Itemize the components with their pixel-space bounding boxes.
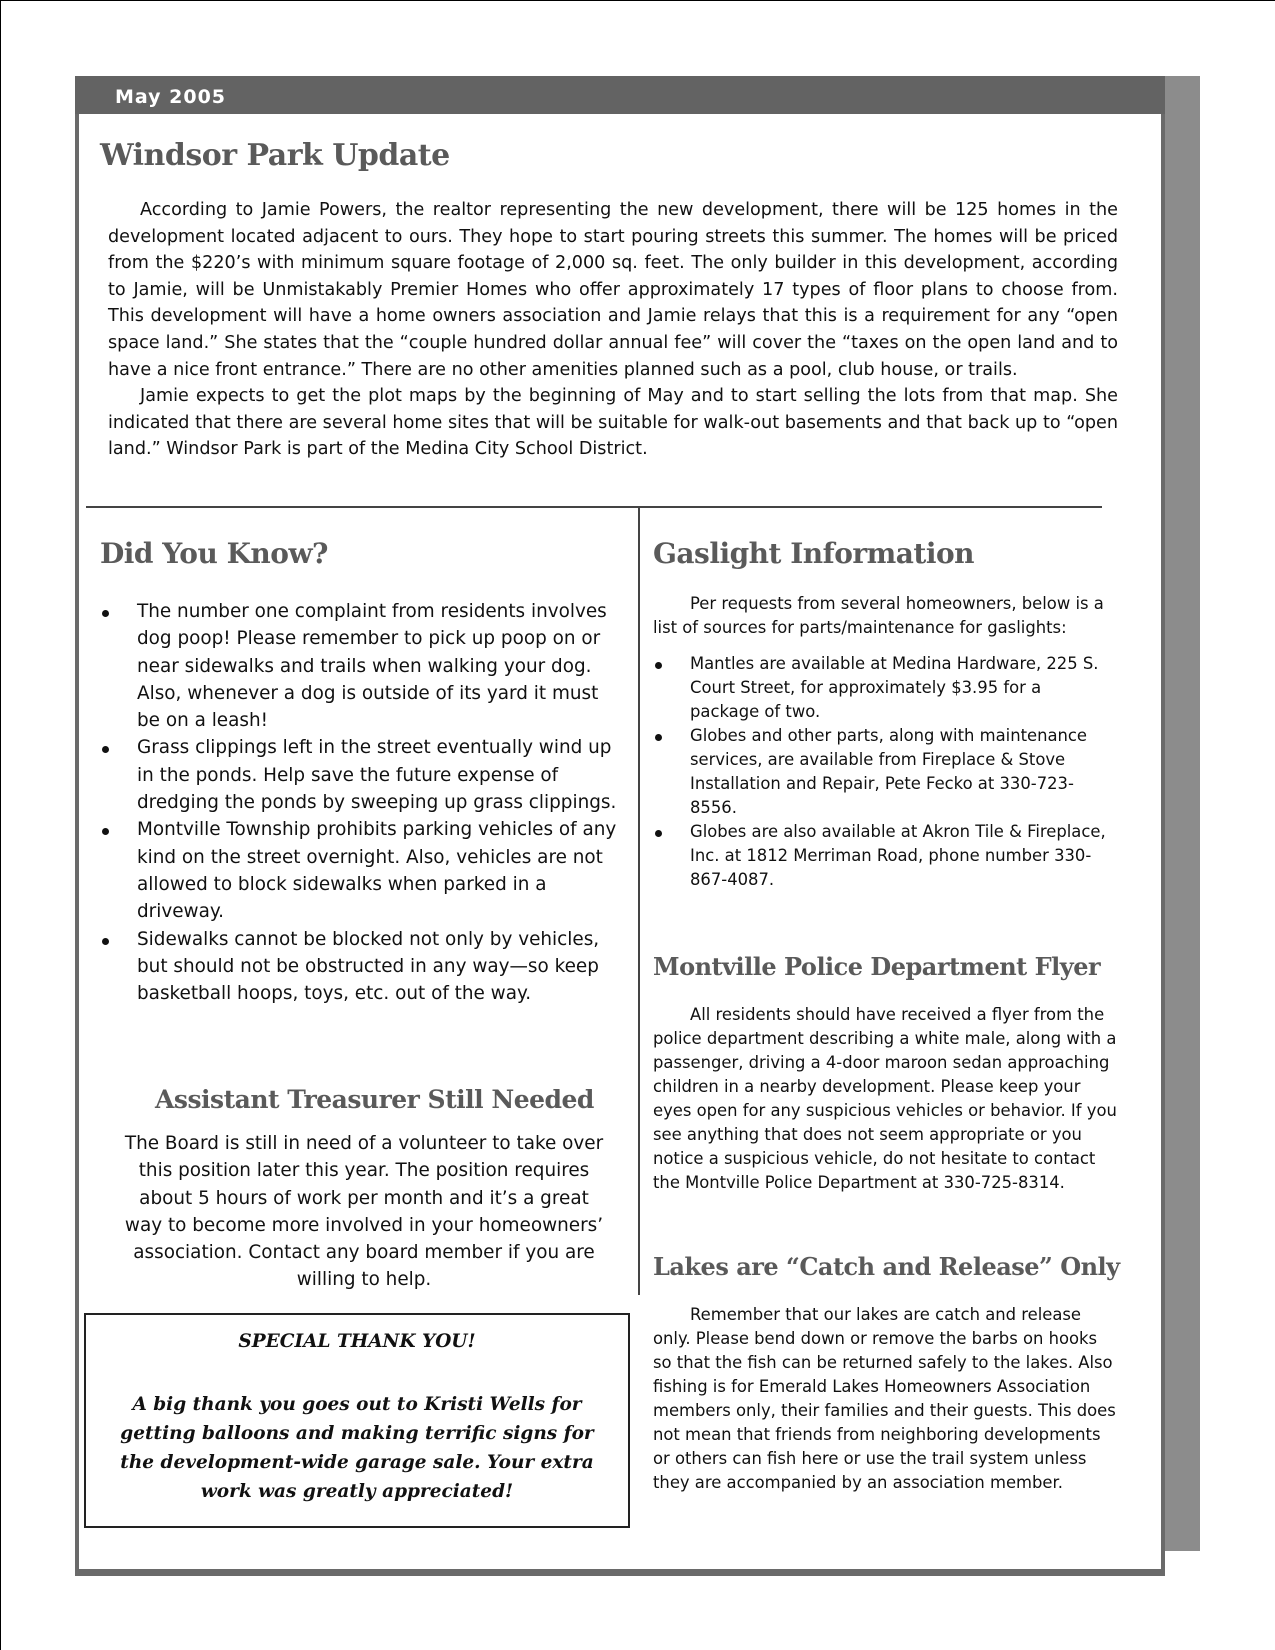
did-you-know-title: Did You Know? — [100, 537, 328, 570]
list-item-text: Montville Township prohibits parking vehicles of any kind on the street overnight. Also, vehicles are not allowed to block sidewalks when parked in a driveway. — [137, 819, 617, 923]
thank-you-box — [84, 1313, 630, 1528]
bullet-icon — [102, 746, 109, 753]
bullet-icon — [102, 828, 109, 835]
bullet-icon — [655, 734, 662, 741]
page-edge — [0, 0, 1275, 1]
bullet-icon — [655, 830, 662, 837]
list-item-text: Grass clippings left in the street eventually wind up in the ponds. Help save the future expense of dredging the ponds by sweeping up grass clippings. — [137, 737, 617, 814]
assistant-title: Assistant Treasurer Still Needed — [155, 1085, 594, 1114]
list-item — [653, 724, 1108, 820]
gaslight-list — [653, 652, 1108, 892]
issue-date: May 2005 — [115, 86, 227, 108]
gaslight-intro — [653, 592, 1113, 640]
list-item — [100, 598, 620, 734]
thank-you-message: A big thank you goes out to Kristi Wells for getting balloons and making terrific signs for the development-wide garage sale. Your extra work was greatly appreciated! — [120, 1394, 594, 1502]
list-item — [653, 652, 1108, 724]
list-item-text: Globes are also available at Akron Tile & Fireplace, Inc. at 1812 Merriman Road, phone number 330-867-4087. — [690, 822, 1106, 889]
gaslight-intro-text: Per requests from several homeowners, below is a list of sources for parts/maintenance for gaslights: — [653, 594, 1104, 637]
list-item-text: The number one complaint from residents involves dog poop! Please remember to pick up poop on or near sidewalks and trails when walking your dog. Also, whenever a dog is outside of its yard it must be on a leash! — [137, 601, 607, 732]
police-title: Montville Police Department Flyer — [653, 952, 1101, 981]
page-edge — [0, 0, 1, 1650]
windsor-paragraph: Jamie expects to get the plot maps by the beginning of May and to start selling the lots from that map. She indicated that there are several home sites that will be suitable for walk-out basements and that back up to “open land.” Windsor Park is part of the Medina City School District. — [108, 386, 1118, 460]
police-body — [653, 1003, 1118, 1195]
list-item — [653, 820, 1108, 892]
list-item — [100, 734, 620, 816]
header-bar — [75, 76, 1165, 114]
lakes-body — [653, 1303, 1118, 1495]
windsor-paragraph: According to Jamie Powers, the realtor representing the new development, there will be 125 homes in the development located adjacent to ours. They hope to start pouring streets this summer. The homes will be priced from the $220’s with minimum square footage of 2,000 sq. feet. The only builder in this development, according to Jamie, will be Unmistakably Premier Homes who offer approximately 17 types of floor plans to choose from. This development will have a home owners association and Jamie relays that this is a requirement for any “open space land.” She states that the “couple hundred dollar annual fee” will cover the “taxes on the open land and to have a nice front entrance.” There are no other amenities planned such as a pool, club house, or trails. — [108, 200, 1118, 380]
thank-you-title: SPECIAL THANK YOU! — [238, 1331, 476, 1352]
gaslight-title: Gaslight Information — [653, 537, 975, 570]
column-divider — [638, 507, 640, 1295]
list-item — [100, 816, 620, 925]
list-item-text: Globes and other parts, along with maintenance services, are available from Fireplace & Stove Installation and Repair, Pete Fecko at 330-723-8556. — [690, 726, 1088, 817]
page-shadow — [1164, 76, 1200, 1551]
list-item-text: Sidewalks cannot be blocked not only by vehicles, but should not be obstructed in any way—so keep basketball hoops, toys, etc. out of the way. — [137, 928, 600, 1005]
section-divider — [86, 506, 1102, 508]
lakes-title: Lakes are “Catch and Release” Only — [653, 1252, 1120, 1281]
lakes-text: Remember that our lakes are catch and release only. Please bend down or remove the barbs on hooks so that the fish can be returned safely to the lakes. Also fishing is for Emerald Lakes Homeowners Association members only, their families and their guests. This does not mean that friends from neighboring developments or others can fish here or use the trail system unless they are accompanied by an association member. — [653, 1305, 1116, 1492]
bullet-icon — [655, 662, 662, 669]
did-you-know-list — [100, 598, 620, 1007]
police-text: All residents should have received a flyer from the police department describing a white male, along with a passenger, driving a 4-door maroon sedan approaching children in a nearby development. Please keep your eyes open for any suspicious vehicles or behavior. If you see anything that does not seem appropriate or you notice a suspicious vehicle, do not hesitate to contact the Montville Police Department at 330-725-8314. — [653, 1005, 1117, 1192]
bullet-icon — [102, 938, 109, 945]
bullet-icon — [102, 610, 109, 617]
windsor-title: Windsor Park Update — [100, 138, 450, 173]
list-item-text: Mantles are available at Medina Hardware, 225 S. Court Street, for approximately $3.95 for a package of two. — [690, 654, 1099, 721]
list-item — [100, 926, 620, 1008]
assistant-text: The Board is still in need of a volunteer to take over this position later this year. The position requires about 5 hours of work per month and it’s a great way to become more involved in your homeowners’ association. Contact any board member if you are willing to help. — [124, 1133, 604, 1291]
windsor-body — [108, 197, 1118, 463]
